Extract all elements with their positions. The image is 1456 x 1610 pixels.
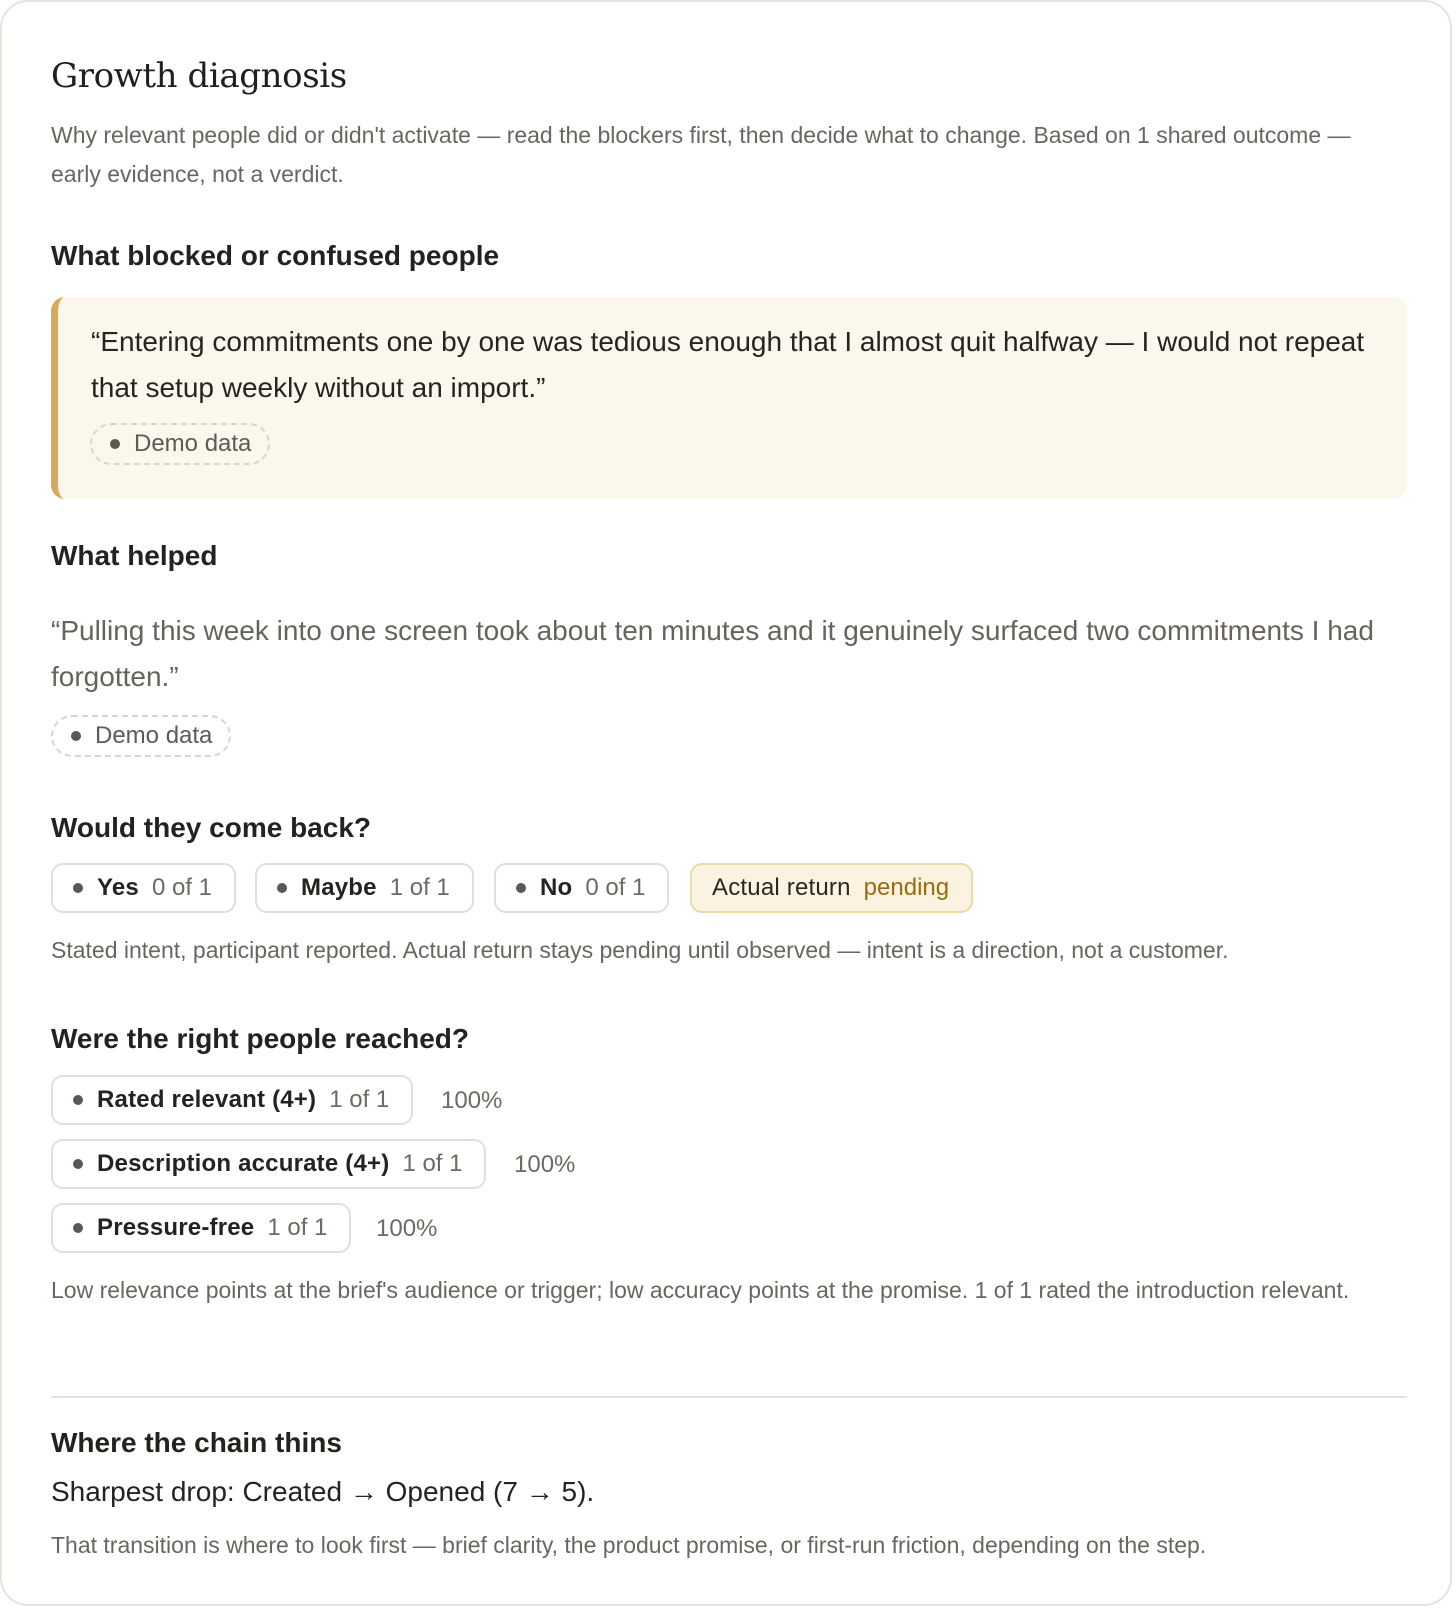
come-back-heading: Would they come back? <box>51 812 371 843</box>
bullet-dot-icon <box>277 883 287 893</box>
reach-note: Low relevance points at the brief's audience or trigger; low accuracy points at the promise. 1 of 1 rated the introduction relevant. <box>51 1277 1350 1303</box>
bullet-dot-icon <box>73 1159 83 1169</box>
metric-accurate-pill <box>51 1139 486 1189</box>
pending-status: pending <box>863 874 950 901</box>
pill-count: 1 of 1 <box>402 1150 463 1177</box>
pill-count: 0 of 1 <box>151 874 213 901</box>
bullet-dot-icon <box>73 1095 83 1105</box>
reach-heading: Were the right people reached? <box>51 1023 470 1054</box>
pill-label: Maybe <box>301 874 377 901</box>
pill-count: 1 of 1 <box>329 1086 390 1113</box>
pill-count: 1 of 1 <box>267 1214 328 1241</box>
pill-label: Description accurate (4+) <box>97 1150 390 1177</box>
helped-quote: “Pulling this week into one screen took about ten minutes and it genuinely surfaced two commitments I had forgotten.” <box>51 615 1374 692</box>
metric-percent: 100% <box>514 1151 576 1178</box>
demo-data-label: Demo data <box>95 722 213 749</box>
demo-data-label: Demo data <box>134 430 252 457</box>
pill-label: Actual return <box>712 874 851 901</box>
blocker-quote: “Entering commitments one by one was tedious enough that I almost quit halfway — I would not repeat that setup weekly without an import.” <box>91 326 1365 403</box>
intent-maybe-pill <box>255 863 474 913</box>
page-title: Growth diagnosis <box>51 56 347 96</box>
blocker-quote-card <box>51 297 1407 499</box>
bullet-dot-icon <box>73 883 83 893</box>
actual-return-pill <box>690 863 973 913</box>
intent-yes-pill <box>51 863 236 913</box>
helped-heading: What helped <box>51 540 218 571</box>
metric-percent: 100% <box>376 1215 438 1242</box>
demo-data-badge <box>51 715 231 757</box>
blockers-heading: What blocked or confused people <box>51 240 500 271</box>
intent-no-pill <box>494 863 669 913</box>
bullet-dot-icon <box>110 439 120 449</box>
demo-data-badge <box>90 423 270 465</box>
pill-label: Pressure-free <box>97 1214 255 1241</box>
bullet-dot-icon <box>516 883 526 893</box>
bullet-dot-icon <box>71 731 81 741</box>
chain-heading: Where the chain thins <box>51 1427 342 1458</box>
bullet-dot-icon <box>73 1223 83 1233</box>
pill-label: Yes <box>97 874 139 901</box>
chain-note: That transition is where to look first — brief clarity, the product promise, or first-run friction, depending on the step. <box>51 1532 1207 1558</box>
pill-label: No <box>540 874 573 901</box>
metric-pressure-free-pill <box>51 1203 351 1253</box>
sharpest-drop: Sharpest drop: Created → Opened (7 → 5). <box>51 1476 595 1507</box>
section-divider <box>51 1396 1407 1398</box>
page-subtitle: Why relevant people did or didn't activate — read the blockers first, then decide what to change. Based on 1 shared outcome — early evidence, not a verdict. <box>51 122 1351 187</box>
metric-percent: 100% <box>441 1087 503 1114</box>
come-back-note: Stated intent, participant reported. Actual return stays pending until observed — intent is a direction, not a customer. <box>51 937 1229 963</box>
pill-count: 0 of 1 <box>585 874 646 901</box>
pill-label: Rated relevant (4+) <box>97 1086 317 1113</box>
pill-count: 1 of 1 <box>389 874 450 901</box>
metric-relevant-pill <box>51 1075 413 1125</box>
